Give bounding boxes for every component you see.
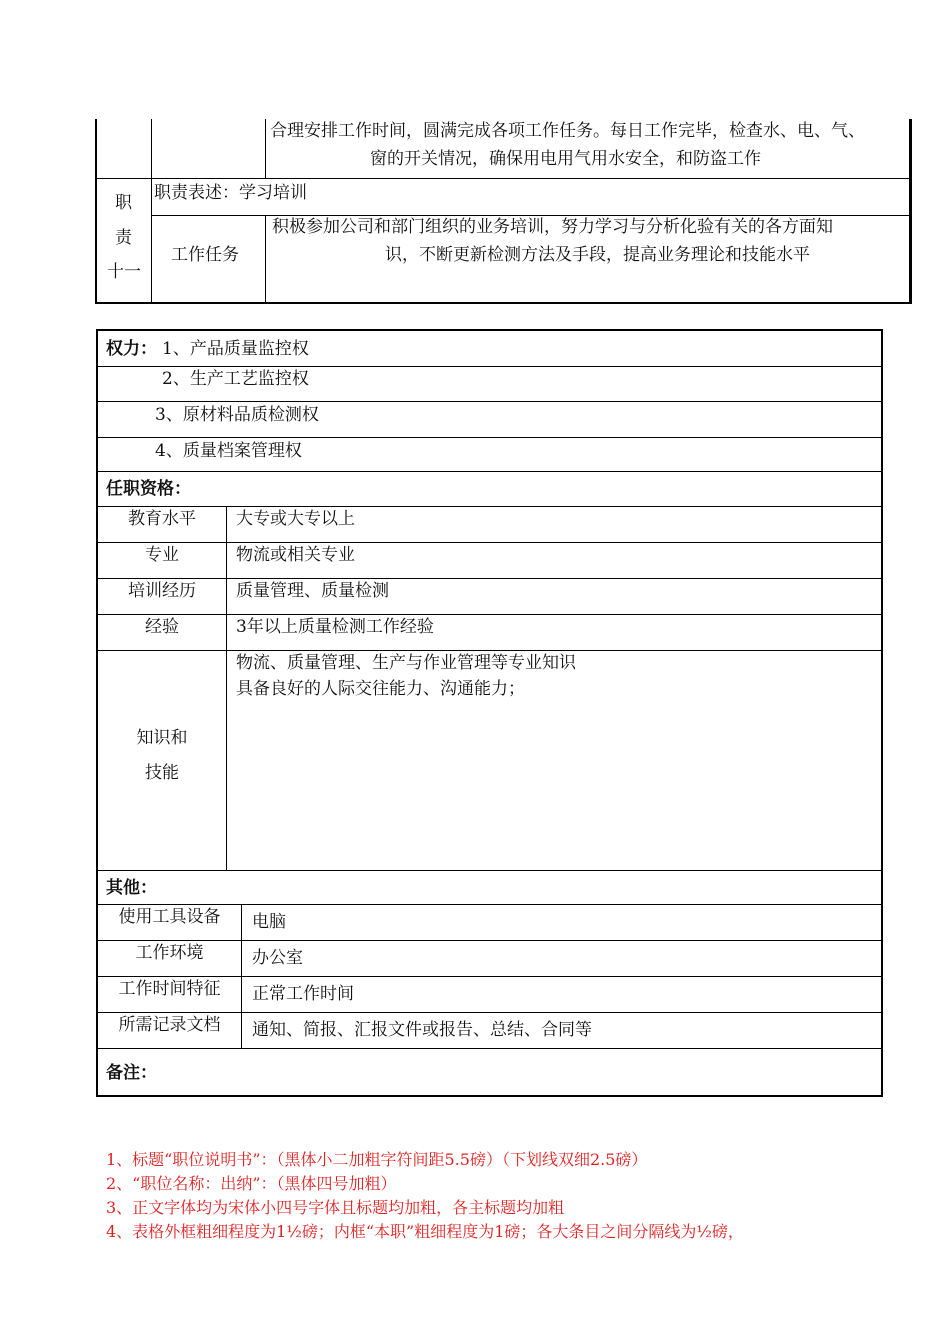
- note-1: 1、标题“职位说明书”：（黑体小二加粗字符间距5.5磅）（下划线双细2.5磅）: [106, 1150, 648, 1169]
- note-3: 3、正文字体均为宋体小四号字体且标题均加粗，各主标题均加粗: [106, 1198, 565, 1217]
- qual-value-education: 大专或大专以上: [236, 509, 355, 529]
- power-item-1: 1、产品质量监控权: [162, 339, 309, 359]
- other-value-documents: 通知、简报、汇报文件或报告、总结、合同等: [252, 1020, 592, 1040]
- qual-value-training: 质量管理、质量检测: [236, 581, 389, 601]
- qual-label-training: 培训经历: [128, 581, 196, 601]
- duty11-description: 职责表述：学习培训: [154, 183, 307, 203]
- powers-title: 权力：: [106, 339, 157, 359]
- qual-value-skills-line-1: 物流、质量管理、生产与作业管理等专业知识: [236, 653, 576, 673]
- power-item-4: 4、质量档案管理权: [155, 441, 302, 461]
- qual-label-experience: 经验: [145, 617, 179, 637]
- other-label-documents: 所需记录文档: [118, 1015, 221, 1035]
- power-item-2: 2、生产工艺监控权: [162, 369, 309, 389]
- other-label-worktime: 工作时间特征: [118, 979, 221, 999]
- note-2: 2、“职位名称：出纳”：（黑体四号加粗）: [106, 1174, 397, 1193]
- duty11-task-label: 工作任务: [171, 245, 239, 265]
- duty11-task-line-2: 识，不断更新检测方法及手段，提高业务理论和技能水平: [385, 245, 810, 265]
- power-item-3: 3、原材料品质检测权: [155, 405, 319, 425]
- duty10-text-line-1: 合理安排工作时间，圆满完成各项工作任务。每日工作完毕，检查水、电、气、: [270, 121, 865, 141]
- duty11-label-char-3: 十一: [107, 262, 141, 282]
- qualifications-title: 任职资格：: [106, 479, 191, 499]
- qual-label-skills-line-1: 知识和: [136, 728, 188, 748]
- other-value-environment: 办公室: [252, 948, 303, 968]
- other-value-tools: 电脑: [252, 912, 286, 932]
- qual-label-education: 教育水平: [128, 509, 196, 529]
- qual-label-major: 专业: [145, 545, 179, 565]
- other-value-worktime: 正常工作时间: [252, 984, 354, 1004]
- duty11-label-char-1: 职: [115, 193, 132, 213]
- qual-value-major: 物流或相关专业: [236, 545, 355, 565]
- other-label-environment: 工作环境: [135, 943, 204, 963]
- others-title: 其他：: [106, 878, 157, 898]
- qual-label-skills-line-2: 技能: [145, 763, 179, 783]
- note-4: 4、表格外框粗细程度为1½磅；内框“本职”粗细程度为1磅；各大条目之间分隔线为½磅，: [106, 1222, 744, 1241]
- other-label-tools: 使用工具设备: [118, 907, 221, 927]
- qual-value-experience: 3年以上质量检测工作经验: [236, 617, 434, 637]
- duty11-label-char-2: 责: [115, 228, 132, 248]
- qual-value-skills-line-2: 具备良好的人际交往能力、沟通能力；: [236, 679, 525, 699]
- duty10-text-line-2: 窗的开关情况，确保用电用气用水安全，和防盗工作: [370, 149, 761, 169]
- duty11-task-line-1: 积极参加公司和部门组织的业务培训，努力学习与分析化验有关的各方面知: [272, 217, 833, 237]
- remarks-title: 备注：: [106, 1063, 157, 1083]
